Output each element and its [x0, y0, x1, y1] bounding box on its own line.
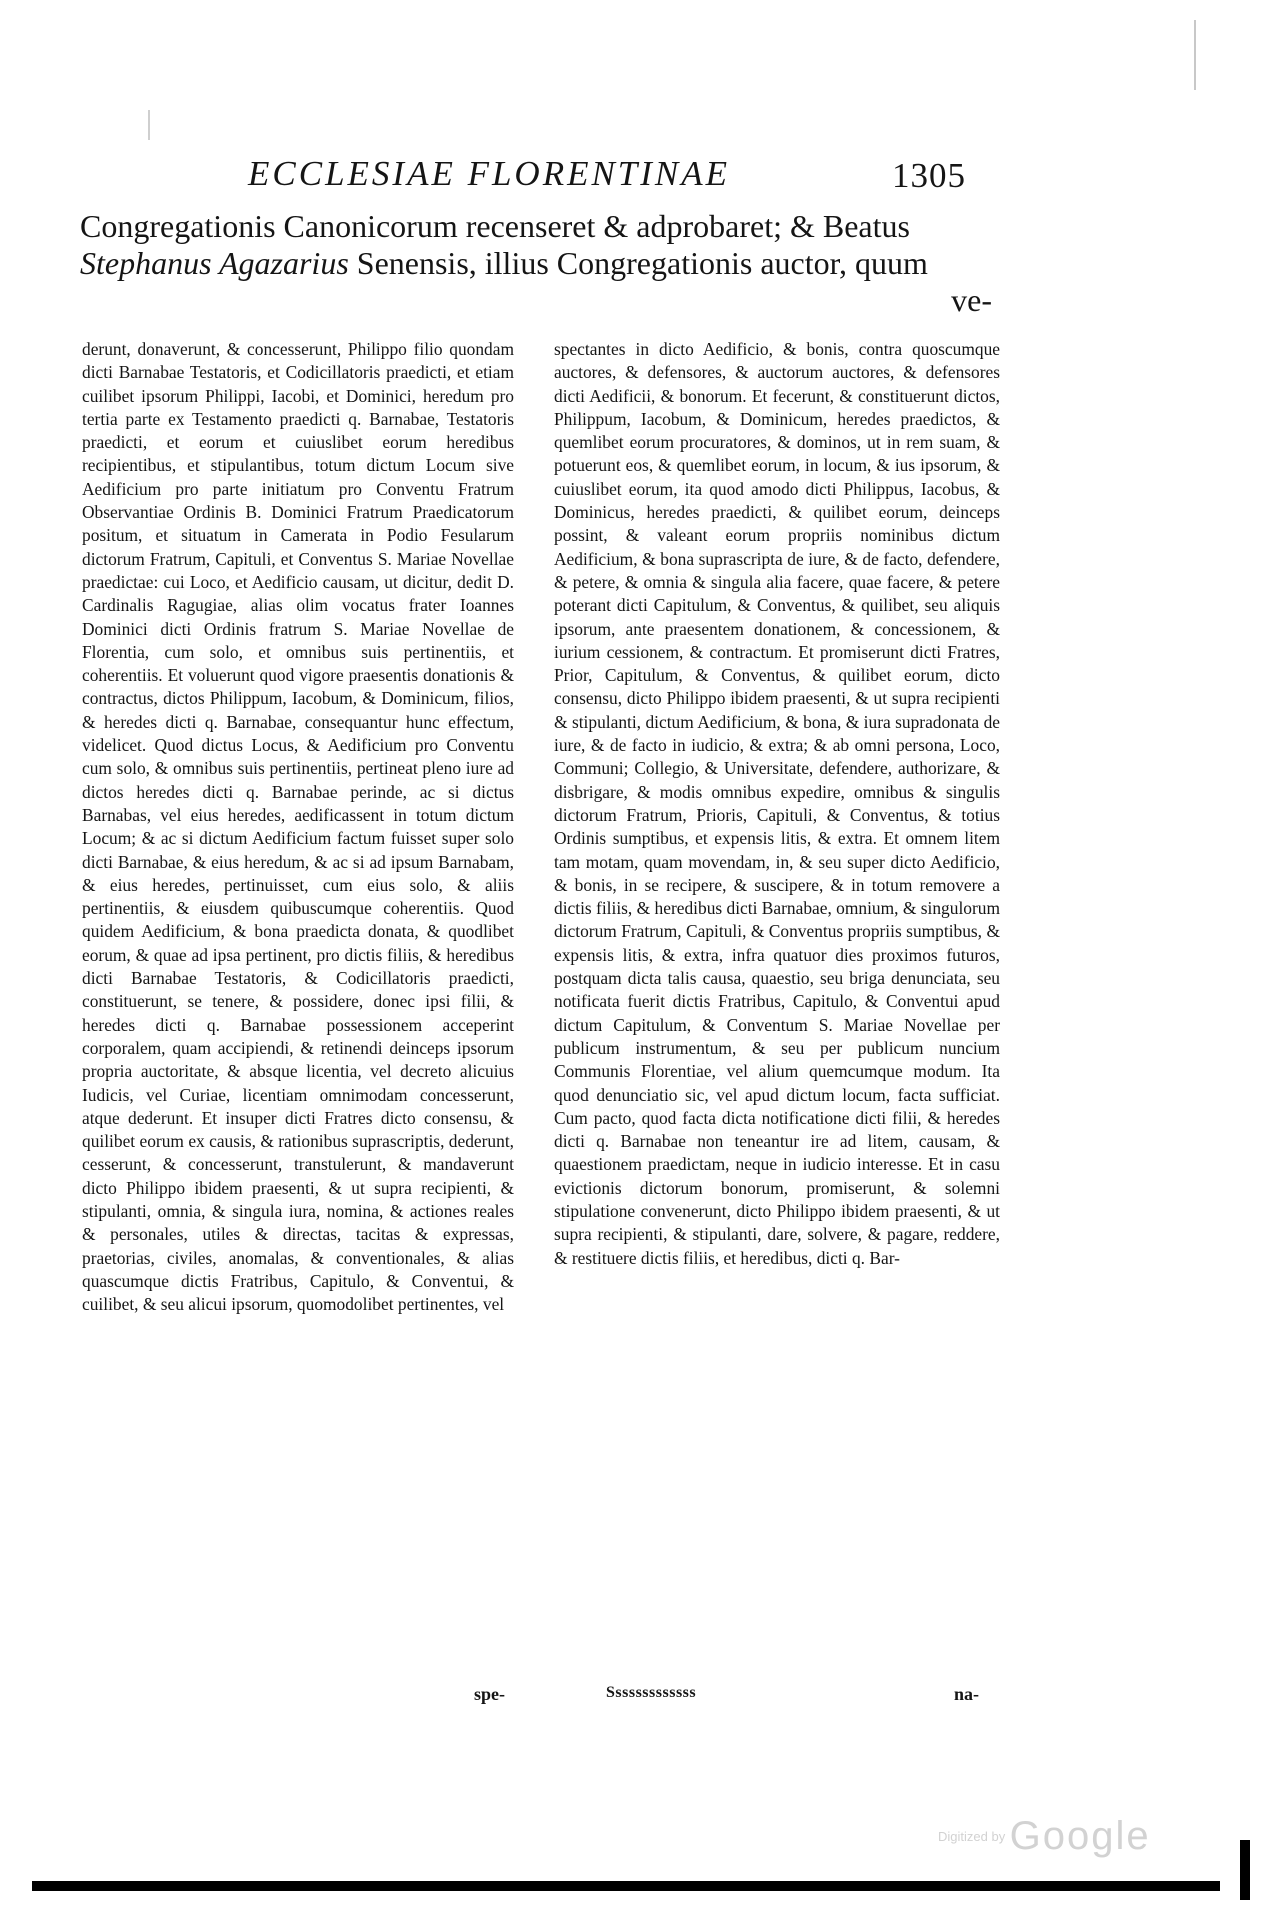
intro-line-1: Congregationis Canonicorum recenseret & adprobaret; & Beatus [80, 208, 910, 244]
intro-line-2 [80, 245, 992, 282]
intro-paragraph [80, 208, 992, 319]
catchword-right: na- [954, 1684, 980, 1704]
intro-line-2-rest: Senensis, illius Congregationis auctor, quum [348, 245, 928, 281]
intro-line-3: ve- [951, 282, 992, 318]
scan-artifact [1194, 20, 1196, 90]
scan-bottom-bar [32, 1881, 1220, 1891]
running-head-title: ECCLESIAE FLORENTINAE [248, 154, 731, 193]
scan-edge-mark [1240, 1840, 1250, 1900]
google-watermark [938, 1814, 1151, 1859]
right-column [554, 338, 1000, 1270]
intro-italic-name: Stephanus Agazarius [80, 245, 349, 281]
page-number: 1305 [892, 156, 966, 195]
catchword-left: spe- [474, 1684, 505, 1704]
watermark-small-text: Digitized by [938, 1829, 1006, 1844]
left-column-text: derunt, donaverunt, & concesserunt, Philippo filio quondam dicti Barnabae Testatoris, et Codicillatoris praedicti, et etiam cuilibet ipsorum Philippi, Iacobi, et Dominici, heredum pro tertia parte ex Testamento praedicti q. Barnabae, Testatoris praedicti, et eorum et cuiuslibet eorum heredibus recipientibus, et stipulantibus, totum dictum Locum sive Aedificium pro parte initiatum pro Conventu Fratrum Observantiae Ordinis B. Dominici Fratrum Praedicatorum positum, et situatum in Camerata in Podio Fesularum dictorum Fratrum, Capituli, et Conventus S. Mariae Novellae praedictae: cui Loco, et Aedificio causam, ut dicitur, dedit D. Cardinalis Ragugiae, alias olim vocatus frater Ioannes Dominici dicti Ordinis fratrum S. Mariae Novellae de Florentia, cum solo, et omnibus suis pertinentiis, et coherentiis. Et voluerunt quod vigore praesentis donationis & contractus, dictos Philippum, Iacobum, & Dominicum, filios, & heredes dicti q. Barnabae, consequantur hunc effectum, videlicet. Quod dictus Locus, & Aedificium pro Conventu cum solo, & omnibus suis pertinentiis, pertineat pleno iure ad dictos heredes dicti q. Barnabae perinde, ac si dictus Barnabas, vel eius heredes, aedificassent in totum dictum Locum; & ac si dictum Aedificium factum fuisset super solo dicti Barnabae, & eius heredum, & ac si ad ipsum Barnabam, & eius heredes, pertinuisset, cum eius solo, & aliis pertinentiis, & eiusdem quibuscumque coherentiis. Quod quidem Aedificium, & bona praedicta donata, & quodlibet eorum, & quae ad ipsa pertinent, pro dictis filiis, & heredibus dicti Barnabae Testatoris, & Codicillatoris praedicti, constituerunt, se tenere, & possidere, donec ipsi filii, & heredes dicti q. Barnabae possessionem acceperint corporalem, quam accipiendi, & retinendi deinceps ipsorum propria auctoritate, & absque licentia, vel decreto alicuius Iudicis, vel Curiae, licentiam omnimodam concesserunt, atque dederunt. Et insuper dicti Fratres dicto consensu, & quilibet eorum ex causis, & rationibus suprascriptis, dederunt, cesserunt, & concesserunt, transtulerunt, & mandaverunt dicto Philippo ibidem praesenti, & ut supra recipienti, & stipulanti, omnia, & singula iura, nomina, & actiones reales & personales, utiles & directas, tacitas & expressas, praetorias, civiles, anomalas, & conventionales, & alias quascumque dictis Fratribus, Capitulo, & Conventui, & cuilibet, & seu alicui ipsorum, quomodolibet pertinentes, vel [82, 339, 514, 1315]
watermark-google-text: Google [1009, 1814, 1151, 1858]
right-column-text: spectantes in dicto Aedificio, & bonis, contra quoscumque auctores, & defensores, & auctorum auctores, & defensores dicti Aedificii, & bonorum. Et fecerunt, & constituerunt dictos, Philippum, Iacobum, & Dominicum, heredes praedictos, & quemlibet eorum procuratores, & dominos, ut in rem suam, & potuerunt eos, & quemlibet eorum, in locum, & ius ipsorum, & cuiuslibet eorum, ita quod amodo dicti Philippus, Iacobus, & Dominicus, heredes praedicti, & quilibet eorum, deinceps possint, & valeant eorum propriis nominibus dictum Aedificium, & bona suprascripta de iure, & de facto, defendere, & petere, & omnia & singula alia facere, quae facere, & petere poterant dicti Capitulum, & Conventus, & quilibet, seu aliquis ipsorum, ante praesentem donationem, & concessionem, & iurium cessionem, & contractum. Et promiserunt dicti Fratres, Prior, Capitulum, & Conventus, & quilibet eorum, dicto consensu, dicto Philippo ibidem praesenti, & ut supra recipienti & stipulanti, dictum Aedificium, & bona, & iura supradonata de iure, & de facto in iudicio, & extra; & ab omni persona, Loco, Communi; Collegio, & Universitate, defendere, authorizare, & disbrigare, & modis omnibus expedire, omnibus & singulis dictorum Fratrum, Prioris, Capituli, & Conventus, & totius Ordinis sumptibus, et expensis litis, & extra. Et omnem litem tam motam, quam movendam, in, & seu super dicto Aedificio, & bonis, in se recipere, & suscipere, & in totum removere a dictis filiis, & heredibus dicti Barnabae, omnium, & singulorum dictorum Fratrum, Capituli, & Conventus propriis sumptibus, & expensis litis, & extra, infra quatuor dies proximos futuros, postquam dicta talis causa, quaestio, seu briga denunciata, seu notificata fuerit dictis Fratribus, Capitulo, & Conventui apud dictum Capitulum, & Conventum S. Mariae Novellae per publicum instrumentum, & seu per publicum nuncium Communis Florentiae, vel alium quemcumque modum. Ita quod denunciatio sic, vel apud dictum locum, facta sufficiat. Cum pacto, quod facta dicta notificatione dicti filii, & heredes dicti q. Barnabae non teneantur ire ad litem, causam, & quaestionem praedictam, neque in iudicio interesse. Et in casu evictionis dictorum bonorum, promiserunt, & solemni stipulatione convenerunt, dicto Philippo ibidem praesenti, & ut supra recipienti, & stipulanti, dare, solvere, & pagare, reddere, & restituere dictis filiis, et heredibus, dicti q. Bar- [554, 339, 1000, 1268]
left-column [82, 338, 514, 1316]
signature-mark: Sssssssssssss [606, 1684, 697, 1701]
scan-artifact [148, 110, 150, 140]
